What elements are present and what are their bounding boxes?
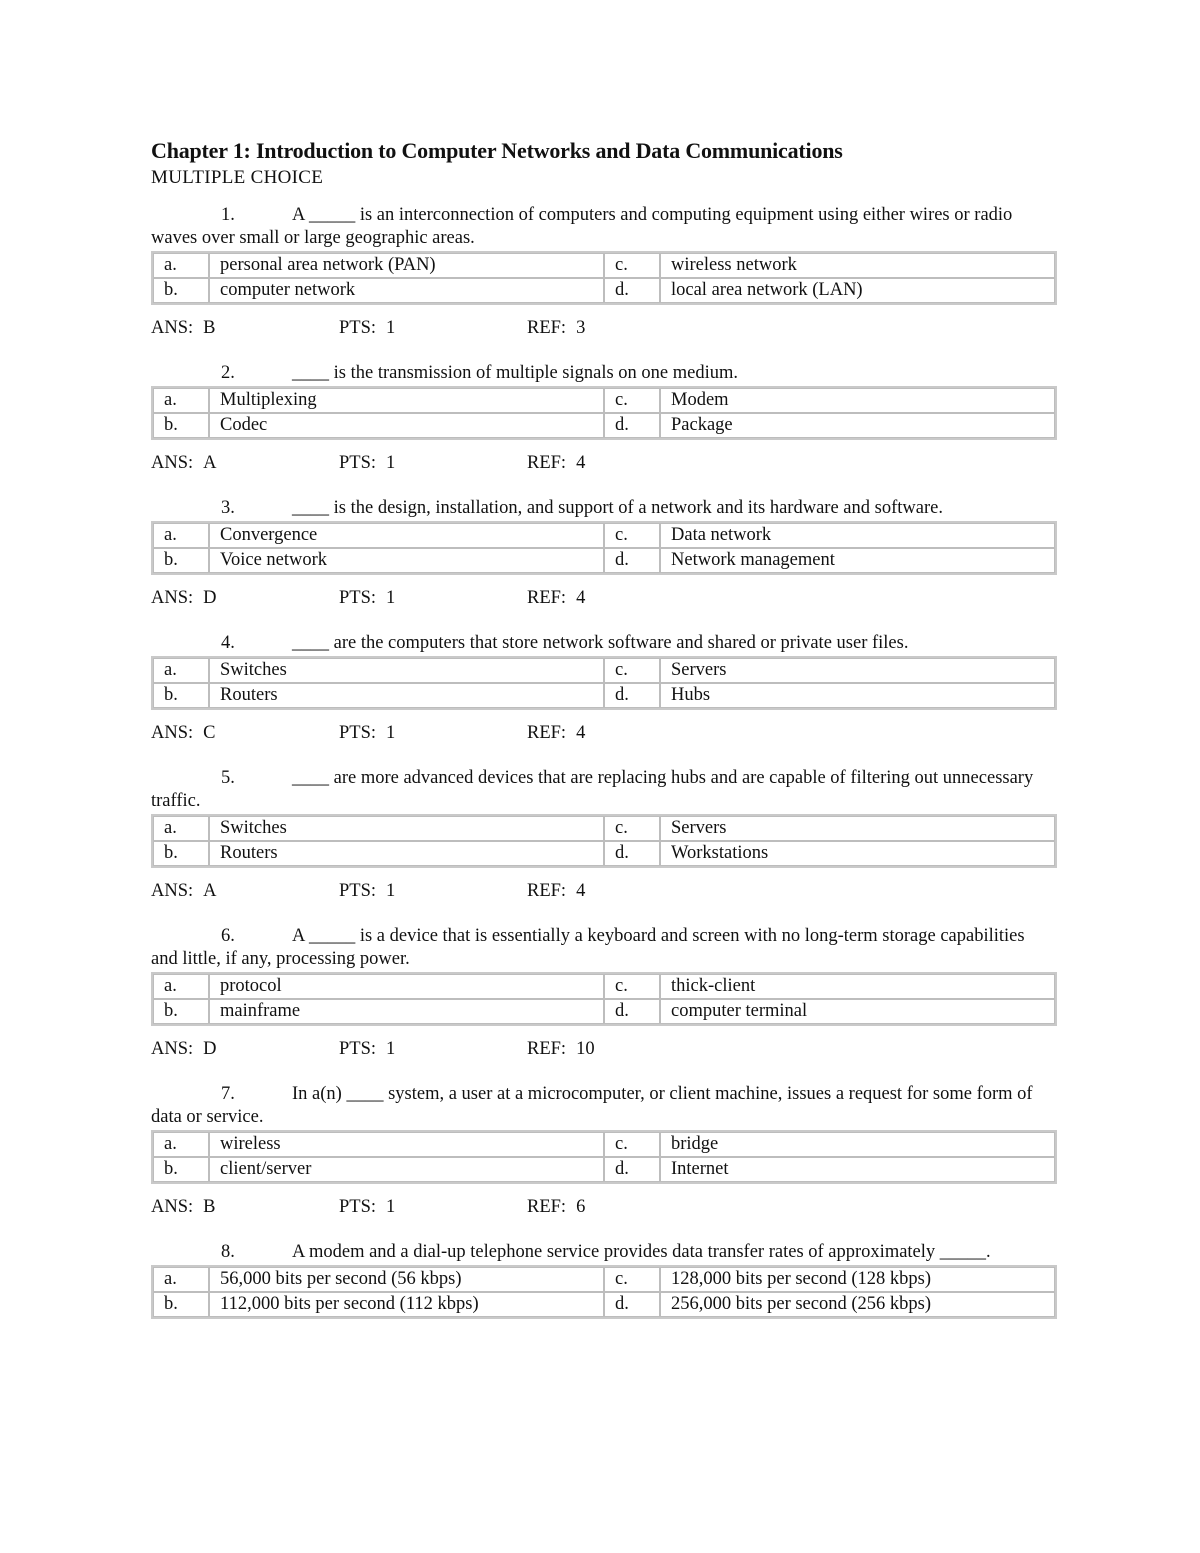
question-7	[151, 1083, 1051, 1219]
option-letter: a.	[153, 1267, 209, 1292]
options-row	[153, 388, 1055, 413]
option-text: local area network (LAN)	[660, 278, 1055, 303]
answer-label: ANS:	[151, 723, 194, 743]
reference-label: REF:	[527, 1039, 567, 1059]
option-letter: c.	[604, 1267, 660, 1292]
option-letter: b.	[153, 1157, 209, 1182]
option-letter: d.	[604, 1157, 660, 1182]
option-text: 256,000 bits per second (256 kbps)	[660, 1292, 1055, 1317]
points-value: 1	[386, 588, 396, 608]
option-letter: d.	[604, 841, 660, 866]
reference-field	[527, 587, 727, 610]
points-field	[339, 587, 527, 610]
option-letter: a.	[153, 1132, 209, 1157]
options-row	[153, 548, 1055, 573]
option-text: Servers	[660, 658, 1055, 683]
answer-label: ANS:	[151, 588, 194, 608]
reference-label: REF:	[527, 881, 567, 901]
reference-value: 4	[576, 588, 586, 608]
reference-label: REF:	[527, 588, 567, 608]
option-letter: b.	[153, 683, 209, 708]
option-text: Multiplexing	[209, 388, 604, 413]
answer-value: A	[203, 881, 217, 901]
answer-field	[151, 722, 339, 745]
points-label: PTS:	[339, 1039, 377, 1059]
option-text: protocol	[209, 974, 604, 999]
question-stem	[151, 362, 1051, 385]
options-table	[151, 972, 1057, 1026]
option-text: 128,000 bits per second (128 kbps)	[660, 1267, 1055, 1292]
points-value: 1	[386, 318, 396, 338]
option-text: Switches	[209, 816, 604, 841]
question-text: A _____ is a device that is essentially a keyboard and screen with no long-term storage capabilities and little, if any, processing power.	[151, 926, 1025, 969]
options-row	[153, 841, 1055, 866]
options-row	[153, 253, 1055, 278]
option-letter: a.	[153, 816, 209, 841]
option-text: wireless	[209, 1132, 604, 1157]
option-text: wireless network	[660, 253, 1055, 278]
option-letter: b.	[153, 1292, 209, 1317]
options-row	[153, 1132, 1055, 1157]
option-letter: d.	[604, 548, 660, 573]
option-letter: c.	[604, 388, 660, 413]
reference-value: 10	[576, 1039, 595, 1059]
points-value: 1	[386, 1039, 396, 1059]
options-row	[153, 1157, 1055, 1182]
options-row	[153, 974, 1055, 999]
option-letter: c.	[604, 974, 660, 999]
option-letter: b.	[153, 548, 209, 573]
question-text: ____ is the transmission of multiple signals on one medium.	[292, 363, 739, 383]
reference-label: REF:	[527, 1197, 567, 1217]
option-letter: d.	[604, 278, 660, 303]
options-table	[151, 1130, 1057, 1184]
options-table	[151, 1265, 1057, 1319]
document-page	[151, 138, 1051, 1319]
options-row	[153, 1292, 1055, 1317]
reference-value: 4	[576, 881, 586, 901]
option-text: Codec	[209, 413, 604, 438]
answer-label: ANS:	[151, 453, 194, 473]
question-number: 4.	[221, 633, 235, 653]
option-letter: c.	[604, 253, 660, 278]
option-letter: c.	[604, 523, 660, 548]
chapter-title: Chapter 1: Introduction to Computer Networks and Data Communications	[151, 138, 843, 163]
reference-label: REF:	[527, 318, 567, 338]
option-letter: a.	[153, 658, 209, 683]
answer-field	[151, 1038, 339, 1061]
option-text: Network management	[660, 548, 1055, 573]
option-letter: c.	[604, 1132, 660, 1157]
question-number: 1.	[221, 205, 235, 225]
answer-value: B	[203, 318, 216, 338]
points-value: 1	[386, 881, 396, 901]
points-field	[339, 1196, 527, 1219]
answer-label: ANS:	[151, 1197, 194, 1217]
answer-line	[151, 587, 1051, 610]
reference-field	[527, 1038, 727, 1061]
question-text: ____ is the design, installation, and support of a network and its hardware and software.	[292, 498, 943, 518]
answer-line	[151, 317, 1051, 340]
reference-label: REF:	[527, 453, 567, 473]
option-text: 56,000 bits per second (56 kbps)	[209, 1267, 604, 1292]
reference-field	[527, 880, 727, 903]
options-row	[153, 1267, 1055, 1292]
answer-line	[151, 452, 1051, 475]
question-5	[151, 767, 1051, 903]
option-letter: d.	[604, 683, 660, 708]
reference-label: REF:	[527, 723, 567, 743]
option-text: computer network	[209, 278, 604, 303]
answer-value: A	[203, 453, 217, 473]
question-stem	[151, 925, 1051, 971]
option-letter: c.	[604, 816, 660, 841]
answer-line	[151, 1196, 1051, 1219]
option-text: Voice network	[209, 548, 604, 573]
option-text: 112,000 bits per second (112 kbps)	[209, 1292, 604, 1317]
option-letter: a.	[153, 253, 209, 278]
question-stem	[151, 767, 1051, 813]
question-4	[151, 632, 1051, 745]
question-number: 3.	[221, 498, 235, 518]
options-row	[153, 523, 1055, 548]
question-stem	[151, 1083, 1051, 1129]
question-1	[151, 204, 1051, 340]
reference-field	[527, 317, 727, 340]
reference-value: 3	[576, 318, 586, 338]
option-text: thick-client	[660, 974, 1055, 999]
question-text: ____ are more advanced devices that are replacing hubs and are capable of filtering out unnecessary traffic.	[151, 768, 1034, 811]
answer-value: D	[203, 1039, 217, 1059]
question-8	[151, 1241, 1051, 1319]
points-field	[339, 317, 527, 340]
answer-value: D	[203, 588, 217, 608]
points-label: PTS:	[339, 588, 377, 608]
options-table	[151, 386, 1057, 440]
points-value: 1	[386, 453, 396, 473]
points-label: PTS:	[339, 881, 377, 901]
option-letter: b.	[153, 413, 209, 438]
reference-field	[527, 1196, 727, 1219]
option-text: Internet	[660, 1157, 1055, 1182]
options-row	[153, 658, 1055, 683]
option-letter: a.	[153, 974, 209, 999]
option-text: Convergence	[209, 523, 604, 548]
question-number: 7.	[221, 1084, 235, 1104]
answer-field	[151, 452, 339, 475]
answer-line	[151, 722, 1051, 745]
answer-label: ANS:	[151, 318, 194, 338]
points-label: PTS:	[339, 453, 377, 473]
option-text: Routers	[209, 683, 604, 708]
question-3	[151, 497, 1051, 610]
options-row	[153, 816, 1055, 841]
option-letter: a.	[153, 523, 209, 548]
option-text: computer terminal	[660, 999, 1055, 1024]
question-number: 6.	[221, 926, 235, 946]
question-text: ____ are the computers that store network software and shared or private user files.	[292, 633, 909, 653]
option-letter: d.	[604, 413, 660, 438]
answer-field	[151, 1196, 339, 1219]
reference-field	[527, 722, 727, 745]
option-text: bridge	[660, 1132, 1055, 1157]
answer-value: B	[203, 1197, 216, 1217]
answer-field	[151, 880, 339, 903]
question-stem	[151, 1241, 1051, 1264]
option-text: Modem	[660, 388, 1055, 413]
answer-field	[151, 317, 339, 340]
points-label: PTS:	[339, 318, 377, 338]
options-table	[151, 814, 1057, 868]
reference-value: 6	[576, 1197, 586, 1217]
question-stem	[151, 632, 1051, 655]
option-letter: b.	[153, 278, 209, 303]
question-6	[151, 925, 1051, 1061]
answer-line	[151, 880, 1051, 903]
options-row	[153, 278, 1055, 303]
points-label: PTS:	[339, 1197, 377, 1217]
section-heading: MULTIPLE CHOICE	[151, 167, 324, 188]
question-stem	[151, 204, 1051, 250]
points-value: 1	[386, 723, 396, 743]
points-field	[339, 1038, 527, 1061]
option-letter: c.	[604, 658, 660, 683]
option-text: personal area network (PAN)	[209, 253, 604, 278]
option-text: Routers	[209, 841, 604, 866]
options-table	[151, 521, 1057, 575]
reference-value: 4	[576, 453, 586, 473]
question-text: A _____ is an interconnection of computers and computing equipment using either wires or radio waves over small or large geographic areas.	[151, 205, 1013, 248]
options-row	[153, 999, 1055, 1024]
question-number: 5.	[221, 768, 235, 788]
answer-label: ANS:	[151, 1039, 194, 1059]
option-text: Switches	[209, 658, 604, 683]
options-table	[151, 251, 1057, 305]
points-label: PTS:	[339, 723, 377, 743]
question-number: 8.	[221, 1242, 235, 1262]
options-row	[153, 413, 1055, 438]
question-stem	[151, 497, 1051, 520]
option-text: mainframe	[209, 999, 604, 1024]
points-field	[339, 452, 527, 475]
points-value: 1	[386, 1197, 396, 1217]
question-text: A modem and a dial-up telephone service provides data transfer rates of approximately _____.	[292, 1242, 991, 1262]
question-2	[151, 362, 1051, 475]
option-text: Workstations	[660, 841, 1055, 866]
answer-line	[151, 1038, 1051, 1061]
option-text: Hubs	[660, 683, 1055, 708]
option-letter: b.	[153, 841, 209, 866]
options-row	[153, 683, 1055, 708]
question-number: 2.	[221, 363, 235, 383]
answer-label: ANS:	[151, 881, 194, 901]
question-list	[151, 204, 1051, 1319]
option-letter: b.	[153, 999, 209, 1024]
option-letter: d.	[604, 999, 660, 1024]
reference-value: 4	[576, 723, 586, 743]
option-text: Servers	[660, 816, 1055, 841]
reference-field	[527, 452, 727, 475]
option-letter: d.	[604, 1292, 660, 1317]
answer-field	[151, 587, 339, 610]
points-field	[339, 722, 527, 745]
option-text: Data network	[660, 523, 1055, 548]
question-text: In a(n) ____ system, a user at a microcomputer, or client machine, issues a request for some form of data or service.	[151, 1084, 1033, 1127]
points-field	[339, 880, 527, 903]
option-letter: a.	[153, 388, 209, 413]
answer-value: C	[203, 723, 216, 743]
option-text: Package	[660, 413, 1055, 438]
options-table	[151, 656, 1057, 710]
option-text: client/server	[209, 1157, 604, 1182]
